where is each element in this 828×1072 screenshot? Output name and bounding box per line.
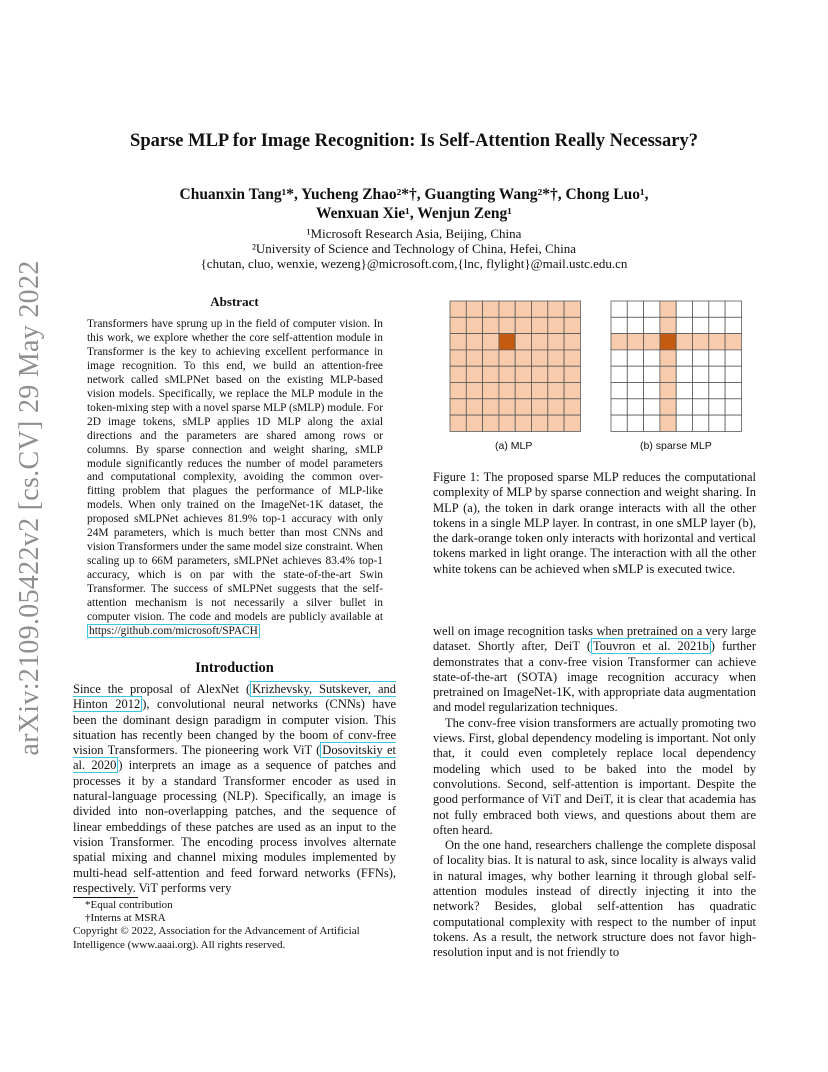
- token-cell: [532, 415, 548, 431]
- token-cell: [611, 366, 627, 382]
- token-cell: [611, 383, 627, 399]
- token-cell: [564, 383, 580, 399]
- token-cell: [611, 334, 627, 350]
- authors-line-2: Wenxuan Xie¹, Wenjun Zeng¹: [316, 205, 512, 222]
- token-cell: [660, 350, 676, 366]
- token-cell: [693, 350, 709, 366]
- token-cell: [564, 350, 580, 366]
- token-cell: [644, 317, 660, 333]
- token-cell: [611, 415, 627, 431]
- token-cell: [515, 415, 531, 431]
- token-cell: [627, 383, 643, 399]
- token-cell: [515, 317, 531, 333]
- token-cell: [725, 399, 741, 415]
- token-cell: [611, 399, 627, 415]
- paper-title: Sparse MLP for Image Recognition: Is Self-Attention Really Necessary?: [130, 131, 698, 151]
- token-cell: [627, 399, 643, 415]
- token-cell: [548, 415, 564, 431]
- token-cell: [499, 366, 515, 382]
- token-cell: [725, 334, 741, 350]
- token-cell: [709, 383, 725, 399]
- token-cell: [725, 350, 741, 366]
- token-cell: [483, 350, 499, 366]
- token-cell: [709, 399, 725, 415]
- token-cell: [532, 334, 548, 350]
- token-cell: [660, 301, 676, 317]
- token-cell: [466, 317, 482, 333]
- token-cell: [709, 366, 725, 382]
- token-cell: [627, 301, 643, 317]
- token-cell: [725, 415, 741, 431]
- token-cell: [499, 415, 515, 431]
- right-paragraph-1: well on image recognition tasks when pretrained on a very large dataset. Shortly after, DeiT ( Touvron et al. 2021b ) further demonstrates that a conv-free vision Transformer can achieve state-of-the-art (SOTA) image recognition accuracy when pretrained on ImageNet-1K, with appropriate data augmentation and model regularization techniques.: [433, 624, 757, 715]
- token-cell: [548, 334, 564, 350]
- token-cell: [725, 301, 741, 317]
- citation-dosovitskiy[interactable]: Dosovitskiy et al. 2020: [73, 743, 396, 773]
- abstract-body: [87, 318, 383, 639]
- token-cell: [466, 366, 482, 382]
- token-cell: [693, 383, 709, 399]
- token-cell: [548, 350, 564, 366]
- token-cell: [483, 415, 499, 431]
- token-cell: [548, 301, 564, 317]
- token-cell: [483, 383, 499, 399]
- token-cell: [644, 334, 660, 350]
- token-cell: [450, 415, 466, 431]
- introduction-body: [73, 682, 396, 896]
- token-cell: [725, 383, 741, 399]
- authors-line-1: Chuanxin Tang¹*, Yucheng Zhao²*†, Guangting Wang²*†, Chong Luo¹,: [179, 186, 649, 203]
- footnotes: [73, 899, 403, 952]
- token-cell: [499, 317, 515, 333]
- token-cell: [564, 301, 580, 317]
- token-cell: [611, 317, 627, 333]
- token-cell: [725, 366, 741, 382]
- token-cell: [499, 383, 515, 399]
- token-cell: [676, 334, 692, 350]
- token-cell: [676, 317, 692, 333]
- token-cell: [676, 415, 692, 431]
- token-cell: [499, 399, 515, 415]
- affiliation-2: ²University of Science and Technology of China, Hefei, China: [251, 241, 577, 256]
- token-cell: [660, 366, 676, 382]
- query-token: [660, 334, 676, 350]
- mlp-token-grid: [450, 301, 580, 431]
- token-cell: [660, 383, 676, 399]
- token-cell: [564, 317, 580, 333]
- token-cell: [564, 334, 580, 350]
- token-cell: [660, 399, 676, 415]
- token-cell: [450, 399, 466, 415]
- token-cell: [499, 350, 515, 366]
- token-cell: [450, 383, 466, 399]
- abstract-text: Transformers have sprung up in the field of computer vision. In this work, we explore whether the core self-attention module in Transformer is the key to achieving excellent performance in image recognition. To this end, we build an attention-free network called sMLPNet based on the existing MLP-based vision models. Specifically, we replace the MLP module in the token-mixing step with a novel sparse MLP (sMLP) module. For 2D image tokens, sMLP applies 1D MLP along the axial directions and the parameters are shared among rows or columns. By sparse connection and weight sharing, sMLP module significantly reduces the number of model parameters and computational complexity, avoiding the common over-fitting problem that plagues the performance of MLP-like models. When only trained on the ImageNet-1K dataset, the proposed sMLPNet achieves 81.9% top-1 accuracy with only 24M parameters, which is much better than most CNNs and vision Transformers under the same model size constraint. When scaling up to 66M parameters, sMLPNet achieves 83.4% top-1 accuracy, which is on par with the state-of-the-art Swin Transformer. The success of sMLPNet suggests that the self-attention mechanism is not necessarily a silver bullet in computer vision. The code and models are publicly available at: [87, 318, 383, 624]
- token-cell: [532, 350, 548, 366]
- token-cell: [532, 383, 548, 399]
- figure-label-mlp: (a) MLP: [495, 440, 533, 452]
- footnote-interns: †Interns at MSRA: [85, 912, 166, 925]
- token-cell: [709, 301, 725, 317]
- arxiv-identifier: arXiv:2109.05422v2 [cs.CV] 29 May 2022: [14, 260, 45, 756]
- token-cell: [660, 317, 676, 333]
- token-cell: [709, 350, 725, 366]
- abstract-heading: Abstract: [210, 294, 259, 309]
- token-cell: [466, 383, 482, 399]
- token-cell: [548, 383, 564, 399]
- token-cell: [450, 317, 466, 333]
- figure-label-sparse-mlp: (b) sparse MLP: [640, 440, 712, 452]
- token-cell: [532, 366, 548, 382]
- token-cell: [548, 366, 564, 382]
- token-cell: [515, 383, 531, 399]
- citation-touvron[interactable]: Touvron et al. 2021b: [593, 639, 709, 654]
- figure-1-caption: Figure 1: The proposed sparse MLP reduces the computational complexity of MLP by sparse connection and weight sharing. In MLP (a), the token in dark orange interacts with all the other tokens in a single MLP layer. In contrast, in one sMLP layer (b), the dark-orange token only interacts with horizontal and vertical tokens marked in light orange. The interaction with all the other white tokens can be achieved when sMLP is executed twice.: [433, 470, 756, 576]
- token-cell: [466, 301, 482, 317]
- token-cell: [483, 317, 499, 333]
- token-cell: [450, 366, 466, 382]
- token-cell: [644, 399, 660, 415]
- token-cell: [660, 415, 676, 431]
- footnote-equal-contribution: *Equal contribution: [85, 899, 173, 911]
- token-cell: [644, 301, 660, 317]
- token-cell: [532, 399, 548, 415]
- token-cell: [644, 366, 660, 382]
- token-cell: [644, 350, 660, 366]
- token-cell: [499, 301, 515, 317]
- figure-1-graphic: [440, 298, 770, 463]
- token-cell: [483, 366, 499, 382]
- token-cell: [450, 301, 466, 317]
- token-cell: [548, 317, 564, 333]
- token-cell: [611, 350, 627, 366]
- token-cell: [627, 317, 643, 333]
- token-cell: [676, 350, 692, 366]
- token-cell: [676, 366, 692, 382]
- section-heading-introduction: Introduction: [195, 660, 274, 676]
- token-cell: [725, 317, 741, 333]
- token-cell: [532, 317, 548, 333]
- right-paragraph-3: On the one hand, researchers challenge the complete disposal of locality bias. It is natural to ask, since locality is always valid in natural images, why bother learning it through global self-attention modules instead of directly injecting it into the network? Besides, global self-attention has quadratic computational complexity with respect to the number of input tokens. As a result, the network structure does not favor high-resolution input and is not friendly to: [433, 838, 756, 960]
- copyright-notice: Copyright © 2022, Association for the Advancement of Artificial Intelligence (www.aaai.org). All rights reserved.: [73, 925, 360, 951]
- token-cell: [693, 317, 709, 333]
- token-cell: [515, 350, 531, 366]
- token-cell: [627, 334, 643, 350]
- token-cell: [693, 415, 709, 431]
- token-cell: [450, 334, 466, 350]
- figure-1: [440, 298, 770, 463]
- token-cell: [693, 334, 709, 350]
- token-cell: [515, 334, 531, 350]
- token-cell: [709, 415, 725, 431]
- citation-krizhevsky[interactable]: Krizhevsky, Sutskever, and Hinton 2012: [73, 682, 396, 712]
- token-cell: [644, 383, 660, 399]
- author-emails: {chutan, cluo, wenxie, wezeng}@microsoft.com,{lnc, flylight}@mail.ustc.edu.cn: [200, 256, 628, 271]
- token-cell: [548, 399, 564, 415]
- token-cell: [466, 334, 482, 350]
- right-paragraph-2: The conv-free vision transformers are actually promoting two views. First, global dependency modeling is important. Not only that, it could even completely replace local dependency modeling which used to be baked into the model by convolutions. Second, self-attention is important. Despite the good performance of ViT and DeiT, it is clear that academia has not fully embraced both views, and questions about them are often heard.: [433, 715, 756, 837]
- token-cell: [676, 383, 692, 399]
- token-cell: [515, 301, 531, 317]
- token-cell: [693, 301, 709, 317]
- token-cell: [627, 415, 643, 431]
- token-cell: [483, 301, 499, 317]
- sparse-mlp-token-grid: [611, 301, 741, 431]
- intro-paragraph-1: Since the proposal of AlexNet ( Krizhevsky, Sutskever, and Hinton 2012 ), convolutional neural networks (CNNs) have been the dominant design paradigm in computer vision. This situation has recently been changed by the boom of conv-free vision Transformers. The pioneering work ViT ( Dosovitskiy et al. 2020 ) interprets an image as a sequence of patches and processes it by a standard Transformer encoder as used in natural-language processing (NLP). Specifically, an image is divided into non-overlapping patches, and the sequence of linear embeddings of these patches are used as an input to the vision Transformer. The encoding process involves alternate spatial mixing and channel mixing modules implemented by multi-head self-attention and feed forward networks (FFNs), respectively. ViT performs very: [73, 682, 396, 895]
- token-cell: [676, 301, 692, 317]
- token-cell: [450, 350, 466, 366]
- affiliation-1: ¹Microsoft Research Asia, Beijing, China: [306, 226, 522, 241]
- token-cell: [627, 366, 643, 382]
- token-cell: [466, 399, 482, 415]
- token-cell: [483, 334, 499, 350]
- token-cell: [709, 317, 725, 333]
- token-cell: [627, 350, 643, 366]
- code-link[interactable]: https://github.com/microsoft/SPACH: [89, 624, 258, 637]
- token-cell: [466, 415, 482, 431]
- right-column-body: [433, 624, 756, 961]
- footnote-divider: [73, 897, 138, 898]
- token-cell: [611, 301, 627, 317]
- token-cell: [709, 334, 725, 350]
- token-cell: [483, 399, 499, 415]
- token-cell: [693, 399, 709, 415]
- token-cell: [676, 399, 692, 415]
- token-cell: [532, 301, 548, 317]
- token-cell: [564, 366, 580, 382]
- token-cell: [515, 366, 531, 382]
- query-token: [499, 334, 515, 350]
- token-cell: [564, 399, 580, 415]
- token-cell: [564, 415, 580, 431]
- token-cell: [693, 366, 709, 382]
- token-cell: [466, 350, 482, 366]
- token-cell: [515, 399, 531, 415]
- token-cell: [644, 415, 660, 431]
